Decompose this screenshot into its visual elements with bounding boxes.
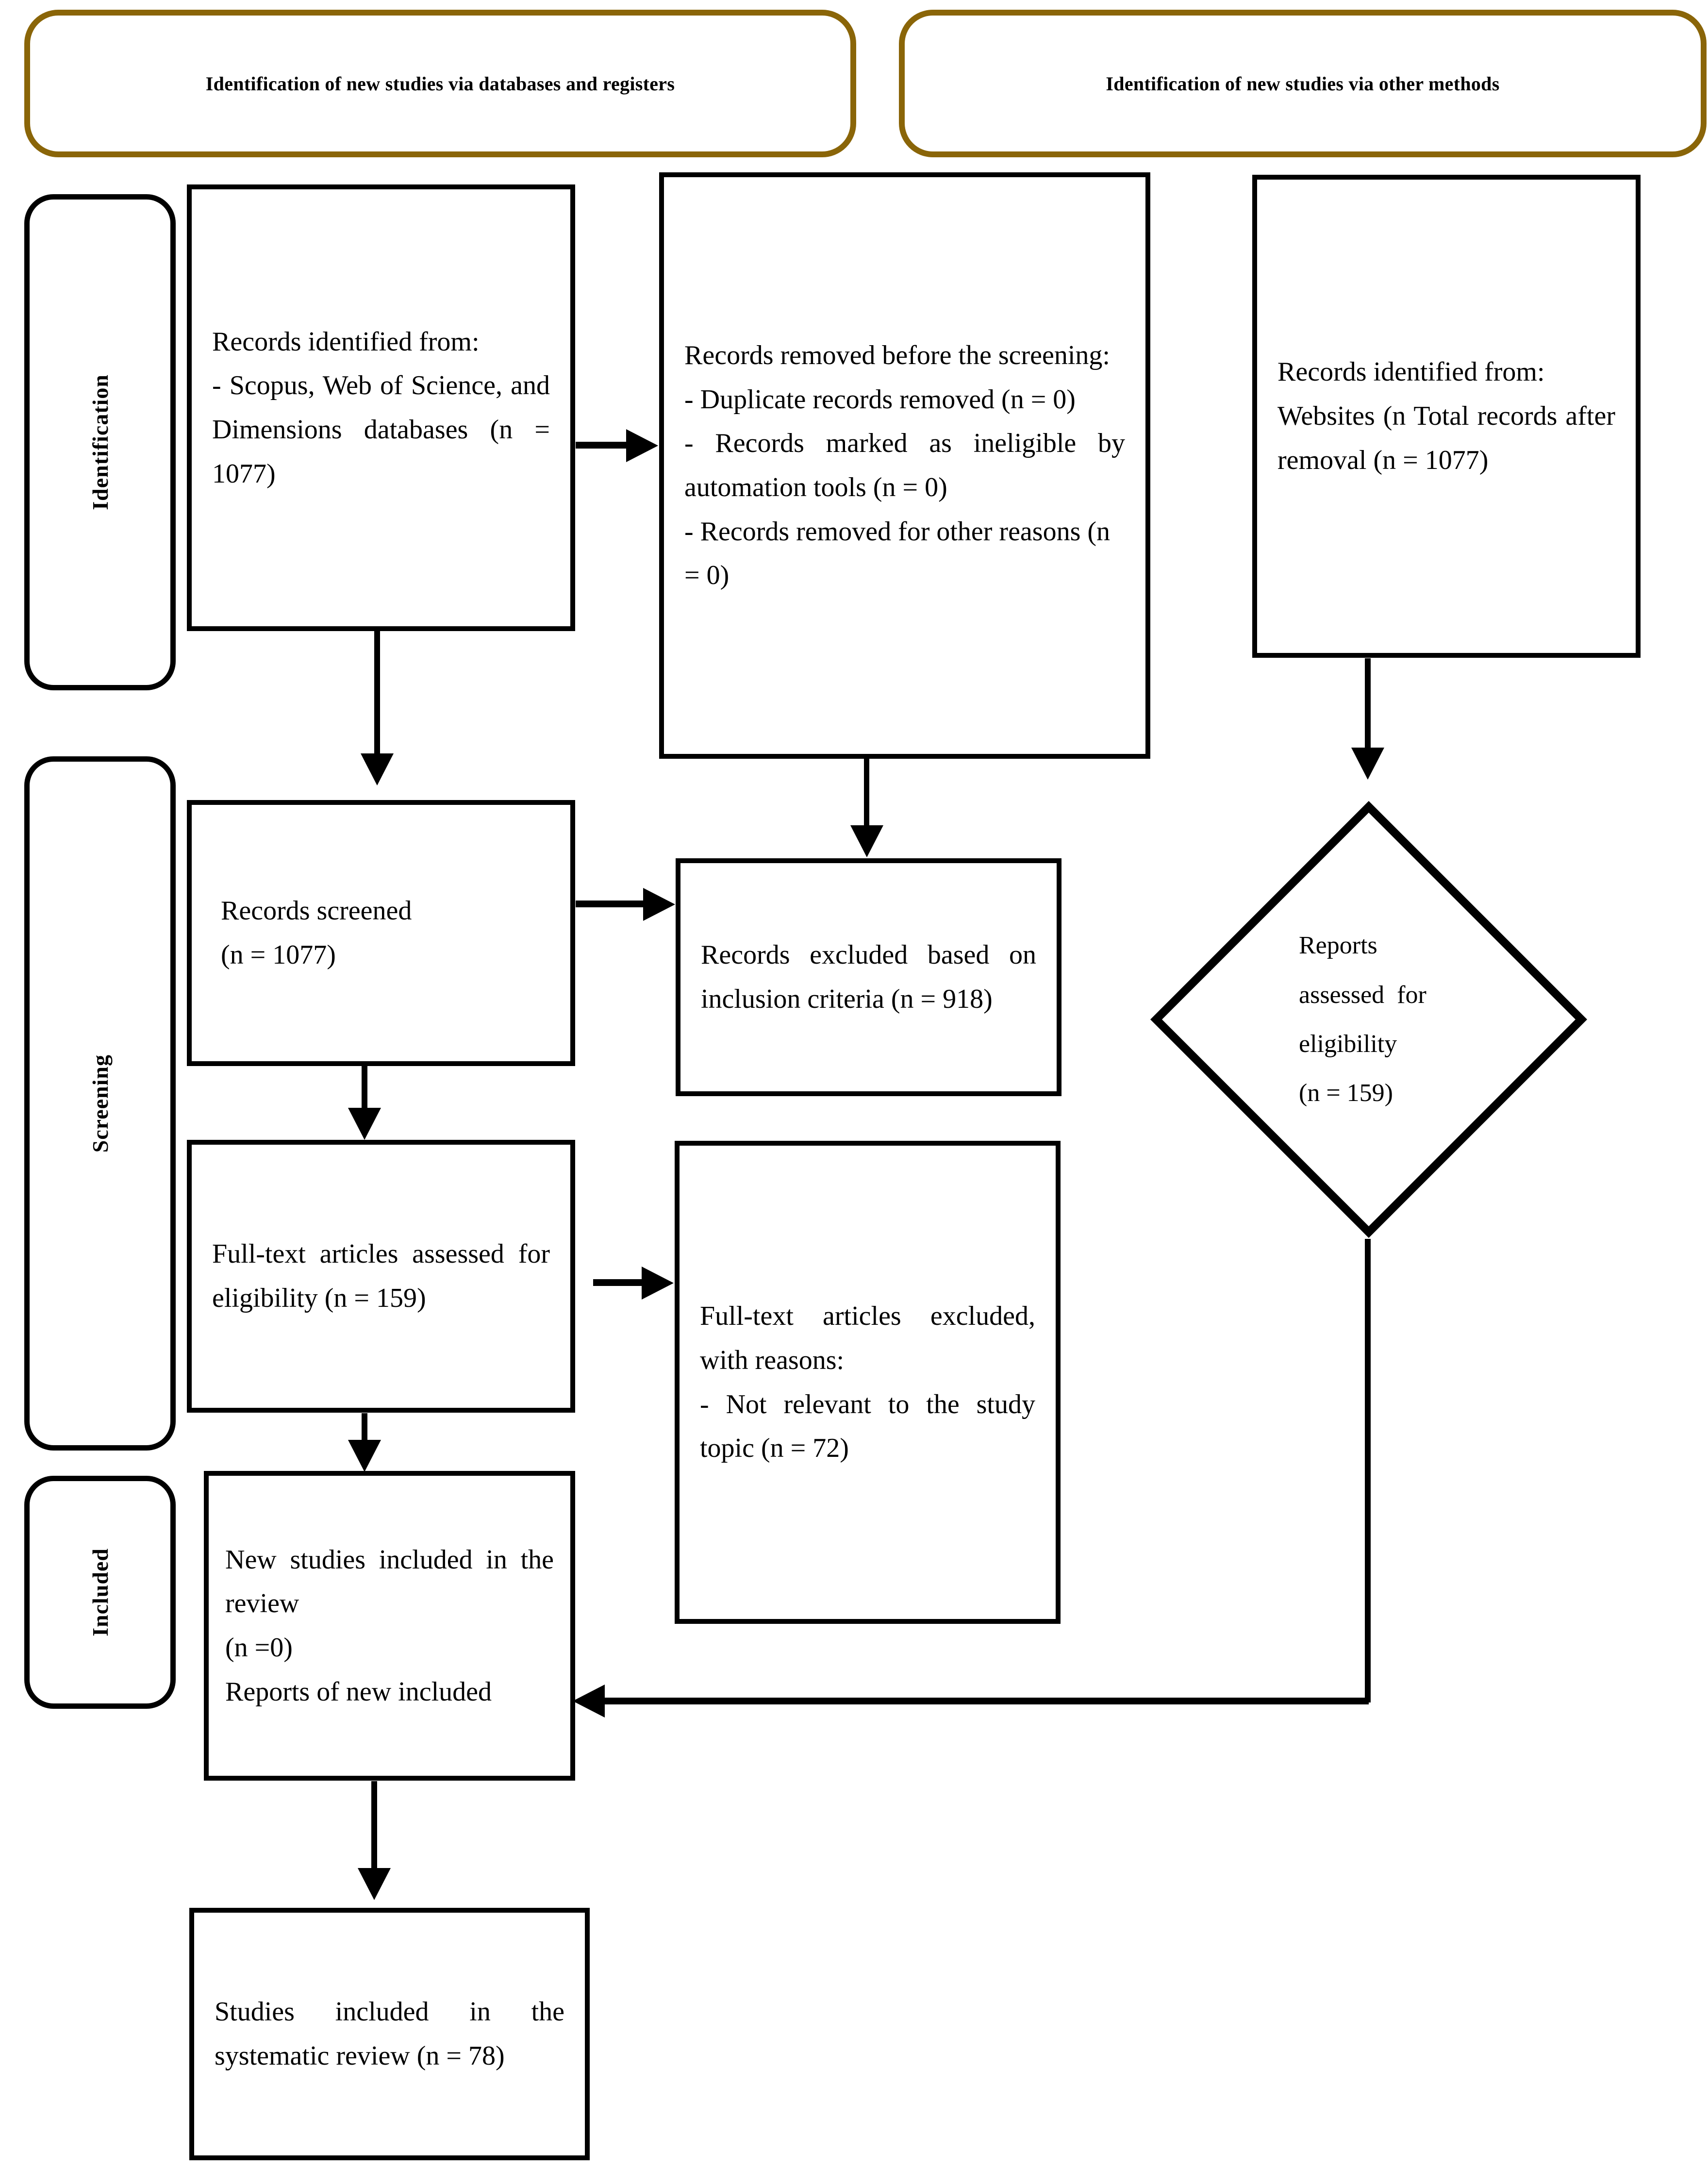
stage-label-screening: Screening (87, 1054, 113, 1153)
connector-db-to-screened (374, 631, 380, 756)
diamond-line: eligibility (1299, 1030, 1397, 1058)
node-line: - Scopus, Web of Science, and Dimensions databases (n = 1077) (212, 370, 550, 489)
arrowhead-fulltext-to-newstudies (348, 1440, 381, 1472)
arrowhead-removed-to-excluded (850, 825, 883, 857)
node-line: - Duplicate records removed (n = 0) (684, 384, 1076, 415)
connector-newstudies-to-systematic (371, 1781, 377, 1871)
node-fulltext-excluded (675, 1141, 1061, 1624)
stage-label-included: Included (87, 1548, 113, 1636)
node-records-identified-databases (187, 184, 575, 631)
node-line: Websites (n Total records after removal (n = 1077) (1277, 401, 1615, 475)
connector-fulltext-to-newstudies (362, 1413, 367, 1443)
stage-sidebar-screening (24, 756, 176, 1451)
node-line: - Records removed for other reasons (n = 0) (684, 516, 1111, 591)
connector-removed-to-excluded (864, 759, 869, 833)
connector-diamond-to-newstudies (596, 1698, 1369, 1704)
node-line: Records removed before the screening: (684, 340, 1110, 370)
node-line: Studies included in the systematic review (n = 78) (215, 1997, 564, 2071)
connector-websites-to-diamond (1365, 658, 1371, 753)
arrowhead-websites-to-diamond (1351, 748, 1384, 780)
arrowhead-screened-to-excluded (643, 888, 675, 921)
connector-screened-to-excluded (576, 901, 647, 907)
diamond-line: (n = 159) (1299, 1079, 1393, 1107)
node-studies-included-systematic (189, 1908, 590, 2160)
node-line: - Not relevant to the study topic (n = 72) (700, 1389, 1035, 1464)
node-line: Reports of new included (225, 1676, 492, 1707)
node-line: Records identified from: (1277, 357, 1545, 387)
arrowhead-screened-to-fulltext (348, 1108, 381, 1140)
arrowhead-newstudies-to-systematic (358, 1868, 391, 1900)
node-reports-assessed-eligibility (1150, 801, 1587, 1238)
header-label-other-methods: Identification of new studies via other methods (1106, 72, 1500, 95)
node-records-screened (187, 800, 575, 1066)
node-records-identified-websites (1252, 175, 1641, 658)
header-box-other-methods (899, 10, 1707, 157)
diamond-line: Reports (1299, 932, 1377, 960)
stage-sidebar-included (24, 1476, 176, 1709)
diamond-line: assessed for (1299, 981, 1426, 1009)
node-line: Records excluded based on inclusion criteria (n = 918) (701, 940, 1036, 1014)
header-box-databases (24, 10, 856, 157)
node-line: Records identified from: (212, 326, 480, 357)
node-line: - Records marked as ineligible by automation tools (n = 0) (684, 428, 1125, 502)
arrowhead-db-to-screened (361, 753, 394, 785)
node-fulltext-assessed (187, 1140, 575, 1413)
arrowhead-db-to-removed (626, 429, 658, 462)
node-new-studies-included (204, 1471, 575, 1781)
arrowhead-fulltext-to-excluded (642, 1267, 674, 1300)
node-records-removed (659, 172, 1150, 759)
node-line: New studies included in the review (225, 1544, 554, 1619)
connector-db-to-removed (576, 442, 631, 449)
stage-label-identification: Identification (87, 374, 113, 510)
node-records-excluded (676, 858, 1061, 1096)
connector-screened-to-fulltext (362, 1066, 367, 1111)
connector-fulltext-to-excluded (593, 1279, 646, 1286)
node-line: (n = 1077) (221, 940, 336, 970)
header-label-databases: Identification of new studies via databases and registers (205, 72, 675, 95)
arrowhead-diamond-to-newstudies (573, 1685, 605, 1718)
connector-diamond-down (1365, 1239, 1371, 1702)
node-line: Full-text articles excluded, with reasons: (700, 1301, 1035, 1375)
node-line: (n =0) (225, 1633, 293, 1663)
node-line: Full-text articles assessed for eligibility (n = 159) (212, 1239, 550, 1313)
stage-sidebar-identification (24, 194, 176, 690)
node-line: Records screened (221, 896, 412, 926)
